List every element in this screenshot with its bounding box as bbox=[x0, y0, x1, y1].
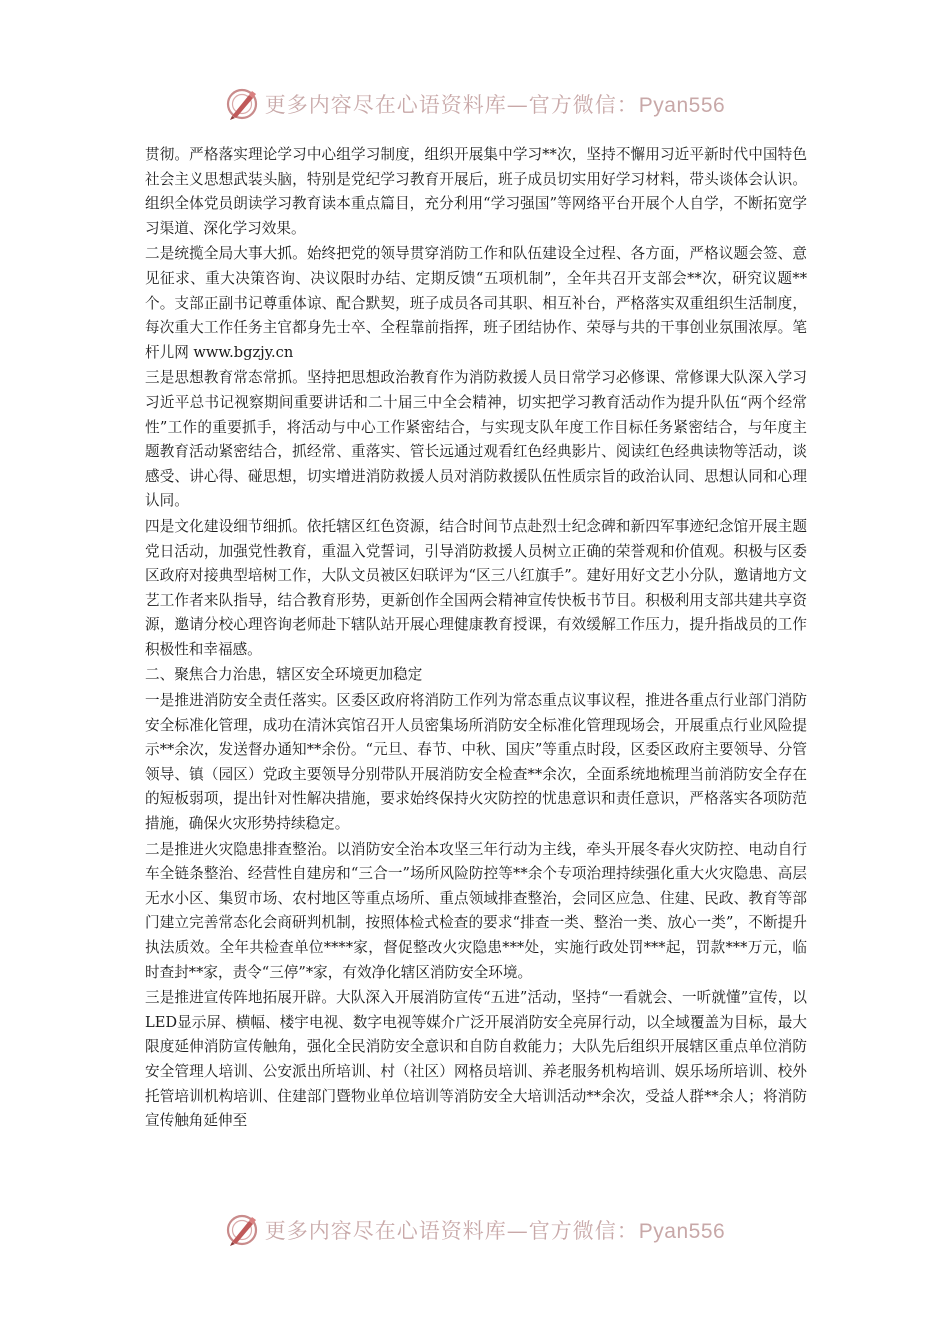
pen-logo-icon bbox=[225, 1213, 259, 1247]
paragraph-hazard-rectification: 二是推进火灾隐患排查整治。以消防安全治本攻坚三年行动为主线，牵头开展冬春火灾防控、电动自行车全链条整治、经营性自建房和“三合一”场所风险防控等**余个专项治理持续强化重大火灾隐患、高层无水小区、集贸市场、农村地区等重点场所、重点领域排查整治，会同区应急、住建、民政、教育等部门建立完善常态化会商研判机制，按照体检式检查的要求“排查一类、整治一类、放心一类”，不断提升执法质效。全年共检查单位****家，督促整改火灾隐患***处，实施行政处罚***起，罚款***万元，临时查封**家，责令“三停”*家，有效净化辖区消防安全环境。 bbox=[145, 840, 807, 981]
banner-wechat-id: Pyan556 bbox=[638, 94, 726, 117]
header-banner bbox=[0, 82, 950, 126]
section-heading-safety: 二、聚焦合力治患，辖区安全环境更加稳定 bbox=[145, 666, 423, 684]
pen-logo-icon bbox=[225, 87, 259, 121]
paragraph-study-system: 贯彻。严格落实理论学习中心组学习制度，组织开展集中学习**次，坚持不懈用习近平新时代中国特色社会主义思想武装头脑，特别是党纪学习教育开展后，班子成员切实用好学习材料，带头谈体会认识。组织全体党员朗读学习教育读本重点篇目，充分利用“学习强国”等网络平台开展个人自学，不断拓宽学习渠道、深化学习效果。 bbox=[145, 146, 807, 237]
banner-wechat-id: Pyan556 bbox=[638, 1220, 726, 1243]
banner-text bbox=[265, 1215, 725, 1245]
document-body bbox=[145, 143, 807, 1135]
paragraph-ideological-education: 三是思想教育常态常抓。坚持把思想政治教育作为消防救援人员日常学习必修课、常修课大队深入学习习近平总书记视察期间重要讲话和二十届三中全会精神，切实把学习教育活动作为提升队伍“两个经常性”工作的重要抓手，将活动与中心工作紧密结合，与实现支队年度工作目标任务紧密结合，与年度主题教育活动紧密结合，抓经常、重落实、管长远通过观看红色经典影片、阅读红色经典读物等活动，谈感受、讲心得、碰思想，切实增进消防救援人员对消防救援队伍性质宗旨的政治认同、思想认同和心理认同。 bbox=[145, 369, 807, 510]
paragraph-responsibility: 一是推进消防安全责任落实。区委区政府将消防工作列为常态重点议事议程，推进各重点行业部门消防安全标准化管理，成功在清沐宾馆召开人员密集场所消防安全标准化管理现场会，开展重点行业风险提示**余次，发送督办通知**余份。“元旦、春节、中秋、国庆”等重点时段，区委区政府主要领导、分管领导、镇（园区）党政主要领导分别带队开展消防安全检查**余次，全面系统地梳理当前消防安全存在的短板弱项，提出针对性解决措施，要求始终保持火灾防控的忧患意识和责任意识，严格落实各项防范措施，确保火灾形势持续稳定。 bbox=[145, 692, 807, 833]
banner-text-cn: 更多内容尽在心语资料库—官方微信： bbox=[264, 93, 639, 117]
paragraph-publicity: 三是推进宣传阵地拓展开辟。大队深入开展消防宣传“五进”活动，坚持“一看就会、一听就懂”宣传，以LED显示屏、横幅、楼宇电视、数字电视等媒介广泛开展消防安全亮屏行动，以全域覆盖为目标，最大限度延伸消防宣传触角，强化全民消防安全意识和自防自救能力；大队先后组织开展辖区重点单位消防安全管理人培训、公安派出所培训、村（社区）网格员培训、养老服务机构培训、娱乐场所培训、校外托管培训机构培训、住建部门暨物业单位培训等消防安全大培训活动**余次，受益人群**余人；将消防宣传触角延伸至 bbox=[145, 989, 807, 1130]
footer-banner bbox=[0, 1208, 950, 1252]
banner-text-cn: 更多内容尽在心语资料库—官方微信： bbox=[264, 1219, 639, 1243]
paragraph-culture-building: 四是文化建设细节细抓。依托辖区红色资源，结合时间节点赴烈士纪念碑和新四军事迹纪念馆开展主题党日活动，加强党性教育，重温入党誓词，引导消防救援人员树立正确的荣誉观和价值观。积极与区委区政府对接典型培树工作，大队文员被区妇联评为“区三八红旗手”。建好用好文艺小分队，邀请地方文艺工作者来队指导，结合教育形势，更新创作全国两会精神宣传快板书节目。积极利用支部共建共享资源，邀请分校心理咨询老师赴下辖队站开展心理健康教育授课，有效缓解工作压力，提升指战员的工作积极性和幸福感。 bbox=[145, 517, 807, 658]
paragraph-overall-leadership: 二是统揽全局大事大抓。始终把党的领导贯穿消防工作和队伍建设全过程、各方面，严格议题会签、意见征求、重大决策咨询、决议限时办结、定期反馈“五项机制”，全年共召开支部会**次，研究议题**个。支部正副书记尊重体谅、配合默契，班子成员各司其职、相互补台，严格落实双重组织生活制度，每次重大工作任务主官都身先士卒、全程靠前指挥，班子团结协作、荣辱与共的干事创业氛围浓厚。笔杆儿网 www.bgzjy.cn bbox=[145, 245, 807, 361]
banner-text bbox=[265, 89, 725, 119]
